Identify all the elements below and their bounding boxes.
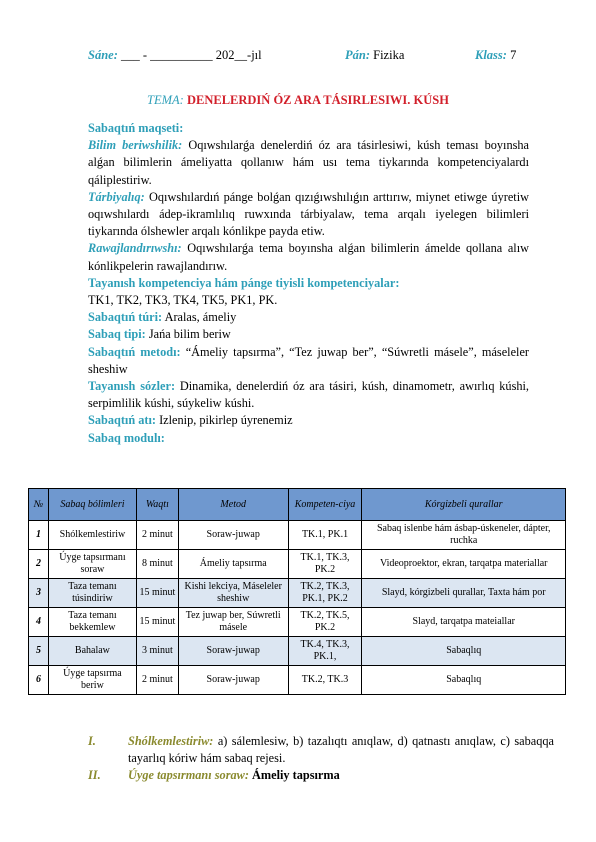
subject-line	[345, 48, 404, 63]
list-item	[88, 733, 554, 767]
step-number: II.	[88, 768, 101, 783]
row-competence: TK.2, TK.3, PK.1, PK.2	[288, 579, 362, 608]
col-number: №	[29, 489, 49, 521]
goals-heading: Sabaqtıń maqseti:	[88, 121, 184, 135]
row-tools: Slayd, kórgizbeli qurallar, Taxta hám por	[362, 579, 566, 608]
upbringing-text: Oqıwshılardıń pánge bolǵan qızıǵıwshılıǵın arttırıw, miynet etiwge úyretiw oqıwshılardı ádep-ikramlılıq ruwxında tárbiyalaw, tema arqalı iyelegen bilimleri tiykarında ólshewler arqalı kónlikpe payda etiw.	[88, 189, 529, 239]
topic-label: TEMA:	[147, 93, 184, 107]
list-item	[88, 767, 554, 784]
row-time: 3 minut	[136, 637, 178, 666]
lesson-kind-label: Sabaq tipi:	[88, 327, 146, 342]
col-time: Waqtı	[136, 489, 178, 521]
step-number: I.	[88, 734, 96, 748]
row-time: 8 minut	[136, 550, 178, 579]
keywords-label: Tayanısh sózler:	[88, 379, 176, 394]
col-competence: Kompeten-ciya	[288, 489, 362, 521]
subject-value: Fizika	[373, 48, 405, 62]
row-competence: TK.2, TK.3	[288, 666, 362, 695]
date-line	[88, 48, 262, 63]
row-number: 5	[29, 637, 49, 666]
step-text: Ámeliy tapsırma	[252, 768, 340, 783]
row-number: 6	[29, 666, 49, 695]
row-tools: Slayd, tarqatpa mateiallar	[362, 608, 566, 637]
development-text: Oqıwshılarǵa tema boyınsha alǵan bilimlerin ámelde qollana alıw kónlikpelerin rawajlandırıw.	[88, 241, 529, 273]
topic-value: DENELERDIŃ ÓZ ARA TÁSIRLESIWI. KÚSH	[186, 93, 449, 107]
lesson-type-label: Sabaqtıń túri:	[88, 310, 163, 325]
row-competence: TK.4, TK.3, PK.1,	[288, 637, 362, 666]
lesson-steps	[88, 733, 554, 785]
row-time: 15 minut	[136, 608, 178, 637]
lesson-kind-value: Jańa bilim beriw	[148, 327, 231, 342]
table-row	[29, 608, 566, 637]
row-part: Shólkemlestiriw	[48, 521, 136, 550]
row-number: 4	[29, 608, 49, 637]
keywords-value: Dinamika, denelerdiń óz ara tásiri, kúsh, dinamometr, awırlıq kúshi, serpimlilik kúshi, súykeliw kúshi.	[88, 379, 530, 411]
lesson-type-value: Aralas, ámeliy	[164, 310, 237, 325]
row-tools: Sabaq islenbe hám ásbap-úskeneler, dápter, ruchka	[362, 521, 566, 550]
row-part: Úyge tapsırma beriw	[48, 666, 136, 695]
row-tools: Videoproektor, ekran, tarqatpa materiallar	[362, 550, 566, 579]
edu-label: Bilim beriwshilik:	[88, 138, 183, 153]
competence-label: Tayanısh kompetenciya hám pánge tiyisli kompetenciyalar:	[88, 275, 400, 290]
row-tools: Sabaqlıq	[362, 637, 566, 666]
row-method: Soraw-juwap	[178, 666, 288, 695]
row-method: Tez juwap ber, Súwretli másele	[178, 608, 288, 637]
row-tools: Sabaqlıq	[362, 666, 566, 695]
topic-title	[0, 93, 596, 108]
row-part: Taza temanı túsindiriw	[48, 579, 136, 608]
col-method: Metod	[178, 489, 288, 521]
col-parts: Sabaq bólimleri	[48, 489, 136, 521]
upbringing-label: Tárbiyalıq:	[88, 189, 145, 204]
step-label: Shólkemlestiriw:	[128, 734, 214, 748]
lesson-module-table	[28, 488, 566, 695]
subject-label: Pán:	[345, 48, 370, 62]
lesson-goals	[88, 120, 529, 447]
row-part: Úyge tapsırmanı soraw	[48, 550, 136, 579]
table-row	[29, 666, 566, 695]
row-part: Bahalaw	[48, 637, 136, 666]
row-competence: TK.2, TK.5, PK.2	[288, 608, 362, 637]
col-tools: Kórgizbeli qurallar	[362, 489, 566, 521]
date-value: ___ - __________ 202__-jıl	[121, 48, 262, 62]
class-label: Klass:	[475, 48, 507, 62]
competence-text: TK1, TK2, TK3, TK4, TK5, PK1, PK.	[88, 293, 278, 308]
row-competence: TK.1, PK.1	[288, 521, 362, 550]
motto-label: Sabaqtıń atı:	[88, 413, 156, 428]
row-time: 2 minut	[136, 521, 178, 550]
class-line	[475, 48, 516, 63]
row-method: Kishi lekciya, Máseleler sheshiw	[178, 579, 288, 608]
row-competence: TK.1, TK.3, PK.2	[288, 550, 362, 579]
row-method: Soraw-juwap	[178, 637, 288, 666]
motto-value: Izlenip, pikirlep úyrenemiz	[159, 413, 293, 428]
table-row	[29, 521, 566, 550]
module-label: Sabaq modulı:	[88, 430, 165, 445]
step-label: Úyge tapsırmanı soraw:	[128, 768, 249, 783]
edu-text: Oqıwshılarǵa denelerdiń óz ara tásirlesiwi, kúsh teması boyınsha alǵan bilimlerin ámeliyatta qollanıw hám usı tema tiykarında kompetenciyalardı qáliplestiriw.	[88, 138, 530, 187]
row-time: 2 minut	[136, 666, 178, 695]
class-value: 7	[510, 48, 517, 62]
row-method: Ámeliy tapsırma	[178, 550, 288, 579]
date-label: Sáne:	[88, 48, 118, 62]
table-header-row	[29, 489, 566, 521]
table-row	[29, 579, 566, 608]
row-part: Taza temanı bekkemlew	[48, 608, 136, 637]
row-number: 2	[29, 550, 49, 579]
step-text: a) sálemlesiw, b) tazalıqtı anıqlaw, d) qatnastı anıqlaw, c) sabaqqa tayarlıq kóriw hám sabaq rejesi.	[128, 734, 554, 766]
row-method: Soraw-juwap	[178, 521, 288, 550]
row-number: 1	[29, 521, 49, 550]
table-row	[29, 550, 566, 579]
table-row	[29, 637, 566, 666]
method-label: Sabaqtıń metodı:	[88, 344, 181, 359]
development-label: Rawajlandırıwshı:	[88, 241, 182, 256]
method-value: “Ámeliy tapsırma”, “Tez juwap ber”, “Súwretli másele”, máseleler sheshiw	[88, 344, 529, 376]
row-time: 15 minut	[136, 579, 178, 608]
row-number: 3	[29, 579, 49, 608]
